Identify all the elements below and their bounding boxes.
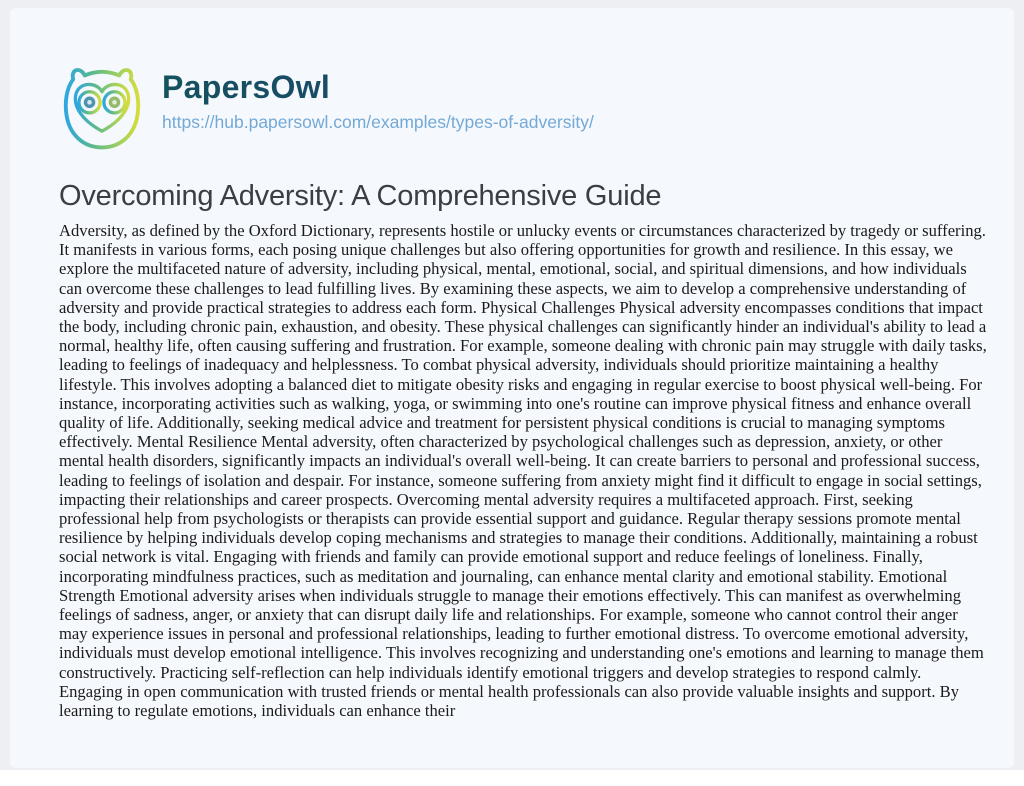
source-url-link[interactable]: https://hub.papersowl.com/examples/types-of-adversity/ xyxy=(162,112,594,133)
brand-name: PapersOwl xyxy=(162,70,594,105)
article-title: Overcoming Adversity: A Comprehensive Guide xyxy=(59,180,662,212)
brand-block xyxy=(162,62,594,133)
article-body-text: Adversity, as defined by the Oxford Dictionary, represents hostile or unlucky events or circumstances characterized by tragedy or suffering. It manifests in various forms, each posing unique challenges but also offering opportunities for growth and resilience. In this essay, we explore the multifaceted nature of adversity, including physical, mental, emotional, social, and spiritual dimensions, and how individuals can overcome these challenges to lead fulfilling lives. By examining these aspects, we aim to develop a comprehensive understanding of adversity and provide practical strategies to address each form. Physical Challenges Physical adversity encompasses conditions that impact the body, including chronic pain, exhaustion, and obesity. These physical challenges can significantly hinder an individual's ability to lead a normal, healthy life, often causing suffering and frustration. For example, someone dealing with chronic pain may struggle with daily tasks, leading to feelings of inadequacy and helplessness. To combat physical adversity, individuals should prioritize maintaining a healthy lifestyle. This involves adopting a balanced diet to mitigate obesity risks and engaging in regular exercise to boost physical well-being. For instance, incorporating activities such as walking, yoga, or swimming into one's routine can improve physical fitness and enhance overall quality of life. Additionally, seeking medical advice and treatment for persistent physical conditions is crucial to managing symptoms effectively. Mental Resilience Mental adversity, often characterized by psychological challenges such as depression, anxiety, or other mental health disorders, significantly impacts an individual's overall well-being. It can create barriers to personal and professional success, leading to feelings of isolation and despair. For instance, someone suffering from anxiety might find it difficult to engage in social settings, impacting their relationships and career prospects. Overcoming mental adversity requires a multifaceted approach. First, seeking professional help from psychologists or therapists can provide essential support and guidance. Regular therapy sessions promote mental resilience by helping individuals develop coping mechanisms and strategies to manage their conditions. Additionally, maintaining a robust social network is vital. Engaging with friends and family can provide emotional support and reduce feelings of loneliness. Finally, incorporating mindfulness practices, such as meditation and journaling, can enhance mental clarity and emotional stability. Emotional Strength Emotional adversity arises when individuals struggle to manage their emotions effectively. This can manifest as overwhelming feelings of sadness, anger, or anxiety that can disrupt daily life and relationships. For example, someone who cannot control their anger may experience issues in personal and professional relationships, leading to further emotional distress. To overcome emotional adversity, individuals must develop emotional intelligence. This involves recognizing and understanding one's emotions and learning to manage them constructively. Practicing self-reflection can help individuals identify emotional triggers and develop strategies to respond calmly. Engaging in open communication with trusted friends or mental health professionals can also provide valuable insights and support. By learning to regulate emotions, individuals can enhance their xyxy=(59,221,987,721)
site-header xyxy=(54,62,594,158)
content-card xyxy=(10,8,1014,768)
owl-logo-icon xyxy=(54,62,150,158)
